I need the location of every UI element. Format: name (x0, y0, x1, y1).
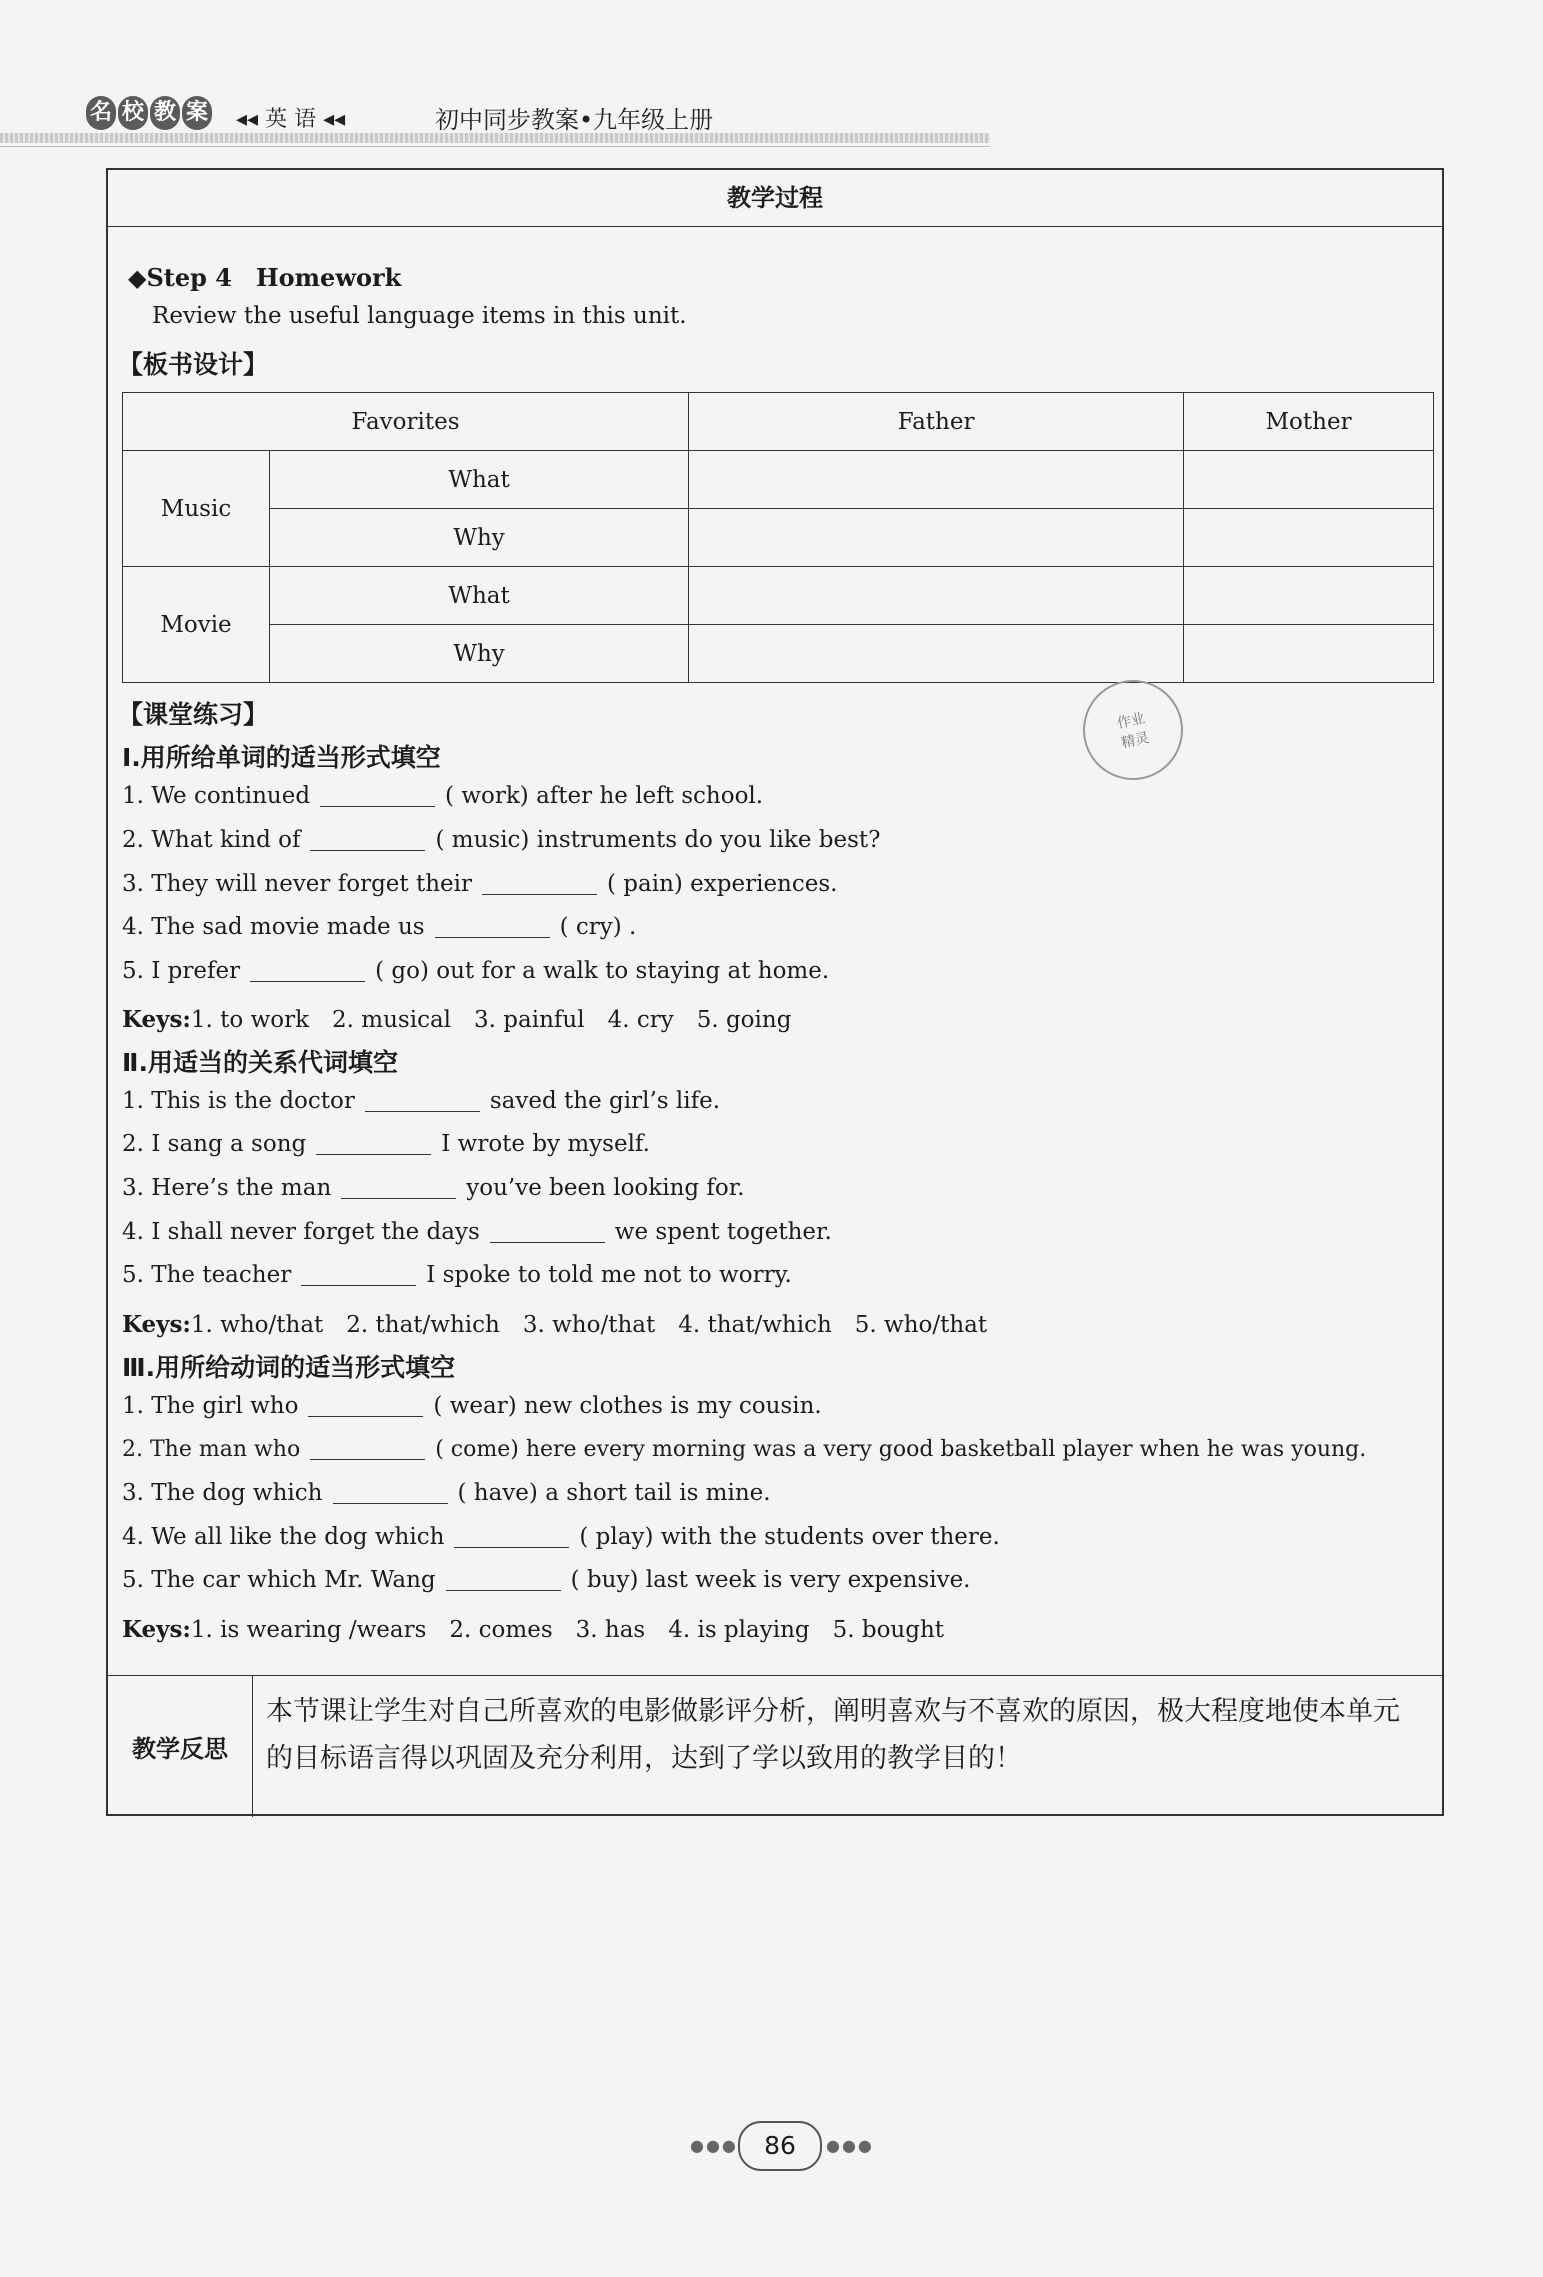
brand-logo (86, 96, 214, 130)
item-lead: 3. Here’s the man (122, 1175, 332, 1201)
table-row (123, 567, 1434, 625)
answer-blank[interactable] (446, 1567, 561, 1591)
table-row (123, 451, 1434, 509)
item-tail: ( come) here every morning was a very good basketball player when he was young. (435, 1437, 1367, 1462)
part-title: Ⅱ.用适当的关系代词填空 (122, 1048, 398, 1077)
exercise-item (122, 1219, 832, 1245)
answer-blank[interactable] (365, 1088, 480, 1112)
table-row (123, 509, 1434, 567)
item-lead: 2. I sang a song (122, 1131, 307, 1157)
item-tail: we spent together. (614, 1219, 832, 1245)
exercise-item (122, 827, 880, 853)
exercise-item (122, 1480, 771, 1506)
answer-keys (122, 1306, 987, 1339)
table-sub-cell: Why (270, 509, 689, 567)
answer-blank[interactable] (490, 1219, 605, 1243)
table-group-cell: Movie (123, 567, 270, 683)
answer-blank[interactable] (310, 1437, 425, 1460)
exercise-item (122, 1088, 720, 1114)
reflection-text: 本节课让学生对自己所喜欢的电影做影评分析，阐明喜欢与不喜欢的原因，极大程度地使本单元的目标语言得以巩固及充分利用，达到了学以致用的教学目的！ (266, 1696, 1400, 1774)
part-title: Ⅲ.用所给动词的适当形式填空 (122, 1353, 456, 1382)
item-tail: ( pain) experiences. (607, 871, 838, 897)
header-book-title: 初中同步教案•九年级上册 (435, 106, 714, 134)
exercise-item (122, 1262, 792, 1288)
practice-heading: 【课堂练习】 (118, 700, 269, 729)
answer-blank[interactable] (310, 827, 425, 851)
table-group-cell: Music (123, 451, 270, 567)
item-tail: ( go) out for a walk to staying at home. (375, 958, 830, 984)
table-cell (689, 451, 1184, 509)
table-cell (1184, 625, 1434, 683)
keys-text: 1. who/that 2. that/which 3. who/that 4. that/which 5. who/that (190, 1312, 988, 1338)
header-rule (0, 146, 990, 147)
exercise-item (122, 1131, 650, 1157)
table-sub-cell: What (270, 567, 689, 625)
item-lead: 4. We all like the dog which (122, 1524, 445, 1550)
exercise-item (122, 1567, 971, 1593)
item-tail: ( play) with the students over there. (579, 1524, 1000, 1550)
exercise-item (122, 1393, 822, 1419)
header-subject: ◂◂ 英 语 ◂◂ (236, 107, 346, 132)
item-lead: 3. They will never forget their (122, 871, 472, 897)
item-lead: 1. We continued (122, 783, 311, 809)
table-cell (689, 625, 1184, 683)
item-tail: I wrote by myself. (441, 1131, 650, 1157)
exercise-item (122, 871, 837, 897)
keys-text: 1. is wearing /wears 2. comes 3. has 4. is playing 5. bought (190, 1617, 945, 1643)
stamp-top-text: 作业 (1115, 710, 1147, 732)
table-cell (1184, 451, 1434, 509)
item-tail: ( work) after he left school. (445, 783, 764, 809)
item-lead: 5. The car which Mr. Wang (122, 1567, 436, 1593)
item-lead: 2. What kind of (122, 827, 301, 853)
logo-char: 教 (150, 96, 180, 130)
answer-blank[interactable] (454, 1524, 569, 1548)
item-lead: 4. The sad movie made us (122, 914, 425, 940)
item-tail: ( have) a short tail is mine. (457, 1480, 771, 1506)
item-lead: 1. The girl who (122, 1393, 299, 1419)
item-tail: you’ve been looking for. (466, 1175, 745, 1201)
table-header-row (123, 393, 1434, 451)
answer-blank[interactable] (308, 1393, 423, 1417)
keys-text: 1. to work 2. musical 3. painful 4. cry 5. going (190, 1007, 792, 1033)
answer-blank[interactable] (435, 914, 550, 938)
table-sub-cell: What (270, 451, 689, 509)
item-tail: I spoke to told me not to worry. (426, 1262, 792, 1288)
exercise-item (122, 783, 763, 809)
table-cell (1184, 509, 1434, 567)
answer-keys (122, 1001, 791, 1034)
exercise-item (122, 1437, 1366, 1462)
reflection-label: 教学反思 (108, 1676, 253, 1817)
exercise-item (122, 958, 829, 984)
keys-label: Keys: (122, 1006, 191, 1033)
item-tail: saved the girl’s life. (489, 1088, 721, 1114)
exercise-item (122, 1524, 1000, 1550)
item-tail: ( wear) new clothes is my cousin. (433, 1393, 822, 1419)
answer-blank[interactable] (482, 871, 597, 895)
item-lead: 2. The man who (122, 1437, 301, 1462)
keys-label: Keys: (122, 1311, 191, 1338)
page-number: 86 (738, 2121, 822, 2171)
answer-blank[interactable] (316, 1131, 431, 1155)
table-cell (689, 567, 1184, 625)
page-dots-right: ●●● (826, 2136, 874, 2155)
answer-blank[interactable] (341, 1175, 456, 1199)
page-dots-left: ●●● (690, 2136, 738, 2155)
answer-keys (122, 1611, 944, 1644)
answer-blank[interactable] (320, 783, 435, 807)
item-lead: 5. I prefer (122, 958, 241, 984)
item-lead: 1. This is the doctor (122, 1088, 355, 1114)
logo-char: 名 (86, 96, 116, 130)
exercise-item (122, 1175, 745, 1201)
item-tail: ( music) instruments do you like best? (435, 827, 881, 853)
table-header-cell: Father (689, 393, 1184, 451)
logo-char: 案 (182, 96, 212, 130)
reflection-row (108, 1675, 1442, 1817)
logo-char: 校 (118, 96, 148, 130)
board-heading: 【板书设计】 (118, 350, 269, 379)
table-cell (689, 509, 1184, 567)
answer-blank[interactable] (250, 958, 365, 982)
board-design-table (122, 392, 1434, 683)
answer-blank[interactable] (333, 1480, 448, 1504)
item-tail: ( buy) last week is very expensive. (570, 1567, 971, 1593)
step-title: ◆Step 4 Homework (128, 263, 402, 292)
item-lead: 5. The teacher (122, 1262, 292, 1288)
part-title: Ⅰ.用所给单词的适当形式填空 (122, 743, 441, 772)
keys-label: Keys: (122, 1616, 191, 1643)
table-cell (1184, 567, 1434, 625)
table-row (123, 625, 1434, 683)
item-lead: 3. The dog which (122, 1480, 323, 1506)
section-title: 教学过程 (108, 170, 1442, 227)
exercise-item (122, 914, 636, 940)
item-lead: 4. I shall never forget the days (122, 1219, 480, 1245)
item-tail: ( cry) . (559, 914, 637, 940)
table-sub-cell: Why (270, 625, 689, 683)
stamp-bottom-text: 精灵 (1119, 730, 1151, 752)
step-text: Review the useful language items in this unit. (152, 303, 687, 329)
answer-blank[interactable] (301, 1262, 416, 1286)
table-header-cell: Favorites (123, 393, 689, 451)
table-header-cell: Mother (1184, 393, 1434, 451)
